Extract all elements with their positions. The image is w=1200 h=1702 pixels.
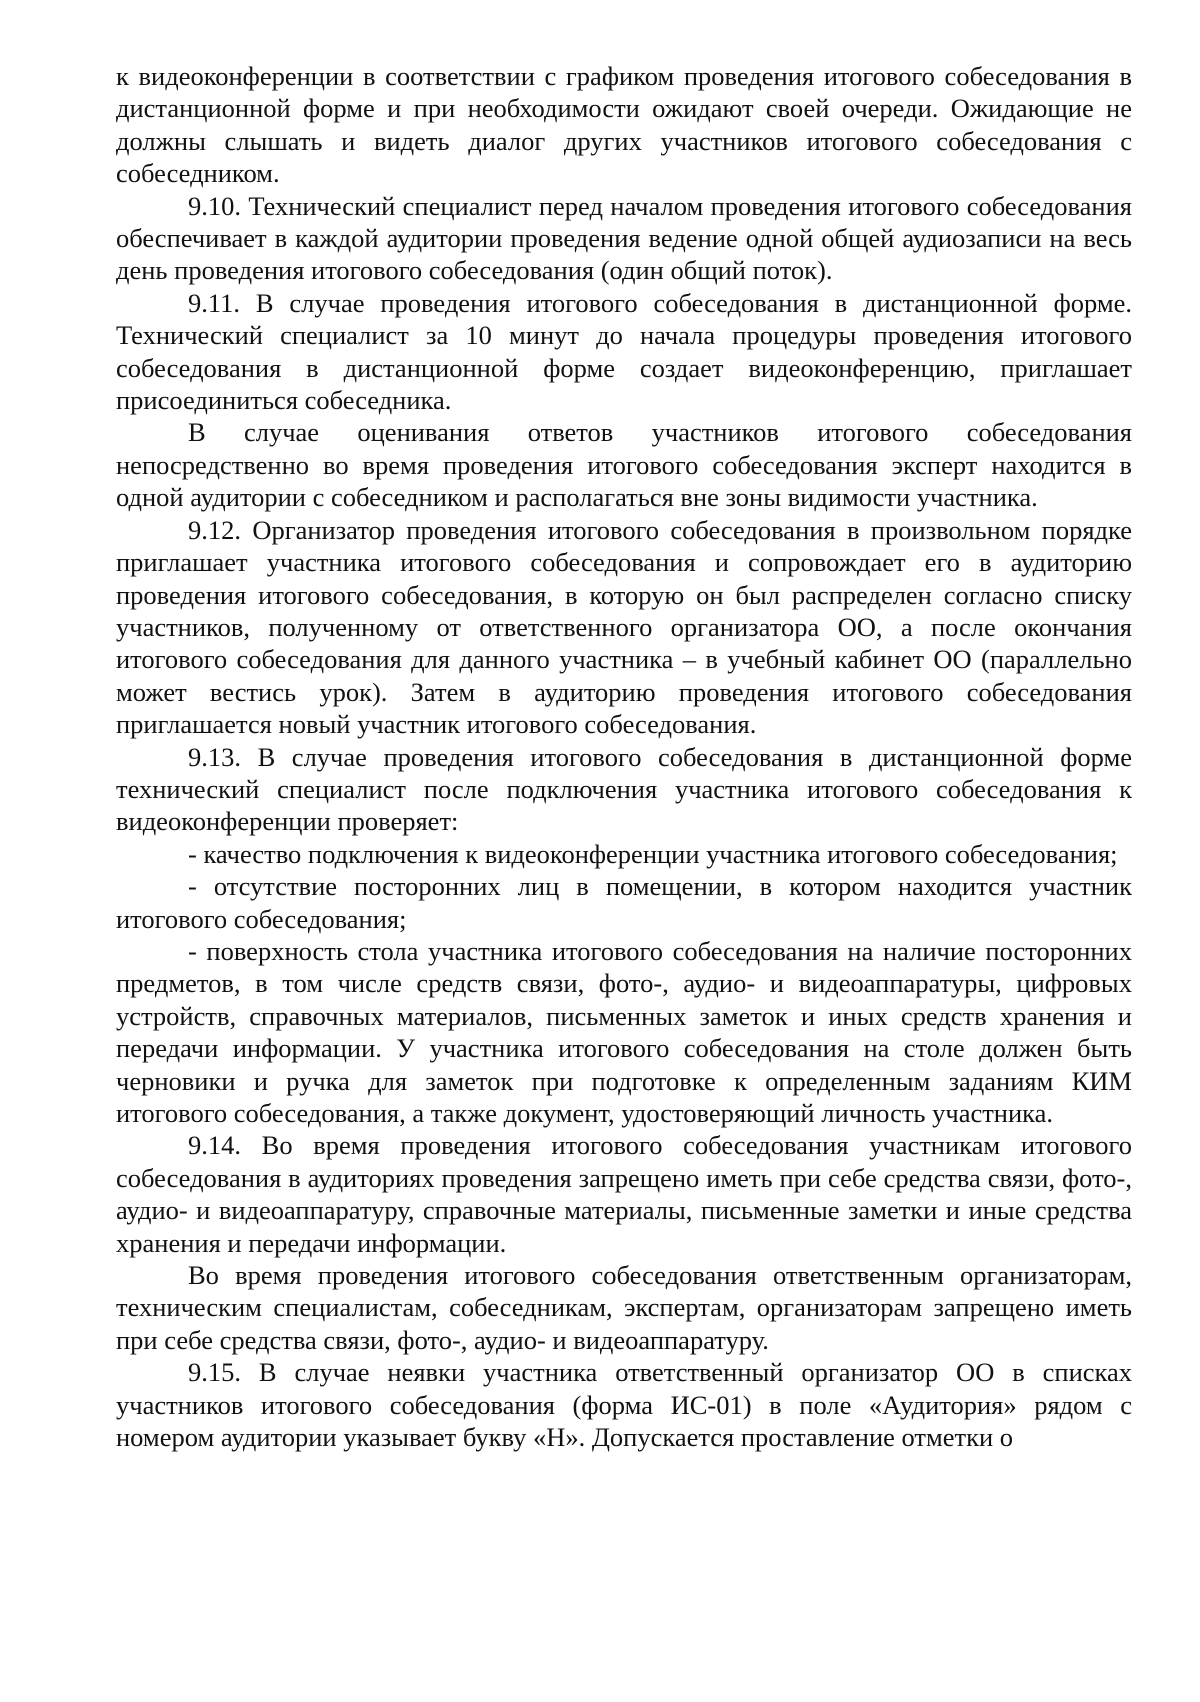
list-item-no-outsiders: - отсутствие посторонних лиц в помещении, в котором находится участник итогового собеседования; [116,871,1132,934]
paragraph-9-12: 9.12. Организатор проведения итогового собеседования в произвольном порядке приглашает участника итогового собеседования и сопровождает его в аудиторию проведения итогового собеседования, в которую он был распределен согласно списку участников, полученному от ответственного организатора ОО, а после окончания итогового собеседования для данного участника – в учебный кабинет ОО (параллельно может вестись урок). Затем в аудиторию проведения итогового собеседования приглашается новый участник итогового собеседования. [116,514,1132,740]
document-body [116,60,1132,1453]
paragraph-9-11: 9.11. В случае проведения итогового собеседования в дистанционной форме. Технический специалист за 10 минут до начала процедуры проведения итогового собеседования в дистанционной форме создает видеоконференцию, приглашает присоединиться собеседника. [116,287,1132,416]
paragraph-9-10: 9.10. Технический специалист перед началом проведения итогового собеседования обеспечивает в каждой аудитории проведения ведение одной общей аудиозаписи на весь день проведения итогового собеседования (один общий поток). [116,190,1132,286]
paragraph-9-13: 9.13. В случае проведения итогового собеседования в дистанционной форме технический специалист после подключения участника итогового собеседования к видеоконференции проверяет: [116,741,1132,837]
paragraph-9-11-expert: В случае оценивания ответов участников итогового собеседования непосредственно во время проведения итогового собеседования эксперт находится в одной аудитории с собеседником и располагаться вне зоны видимости участника. [116,417,1132,513]
list-item-desk-surface: - поверхность стола участника итогового собеседования на наличие посторонних предметов, в том числе средств связи, фото-, аудио- и видеоаппаратуры, цифровых устройств, справочных материалов, письменных заметок и иных средств хранения и передачи информации. У участника итогового собеседования на столе должен быть черновики и ручка для заметок при подготовке к определенным заданиям КИМ итогового собеседования, а также документ, удостоверяющий личность участника. [116,935,1132,1128]
paragraph-9-14: 9.14. Во время проведения итогового собеседования участникам итогового собеседования в аудиториях проведения запрещено иметь при себе средства связи, фото-, аудио- и видеоаппаратуру, справочные материалы, письменные заметки и иные средства хранения и передачи информации. [116,1130,1132,1258]
paragraph-9-15: 9.15. В случае неявки участника ответственный организатор ОО в списках участников итогового собеседования (форма ИС-01) в поле «Аудитория» рядом с номером аудитории указывает букву «Н». Допускается проставление отметки о [116,1357,1132,1453]
list-item-connection-quality: - качество подключения к видеоконференции участника итогового собеседования; [188,838,1118,869]
paragraph-continuation: к видеоконференции в соответствии с графиком проведения итогового собеседования в дистанционной форме и при необходимости ожидают своей очереди. Ожидающие не должны слышать и видеть диалог других участников итогового собеседования с собеседником. [116,61,1132,189]
paragraph-9-14-staff: Во время проведения итогового собеседования ответственным организаторам, техническим специалистам, собеседникам, экспертам, организаторам запрещено иметь при себе средства связи, фото-, аудио- и видеоаппаратуру. [116,1260,1132,1355]
